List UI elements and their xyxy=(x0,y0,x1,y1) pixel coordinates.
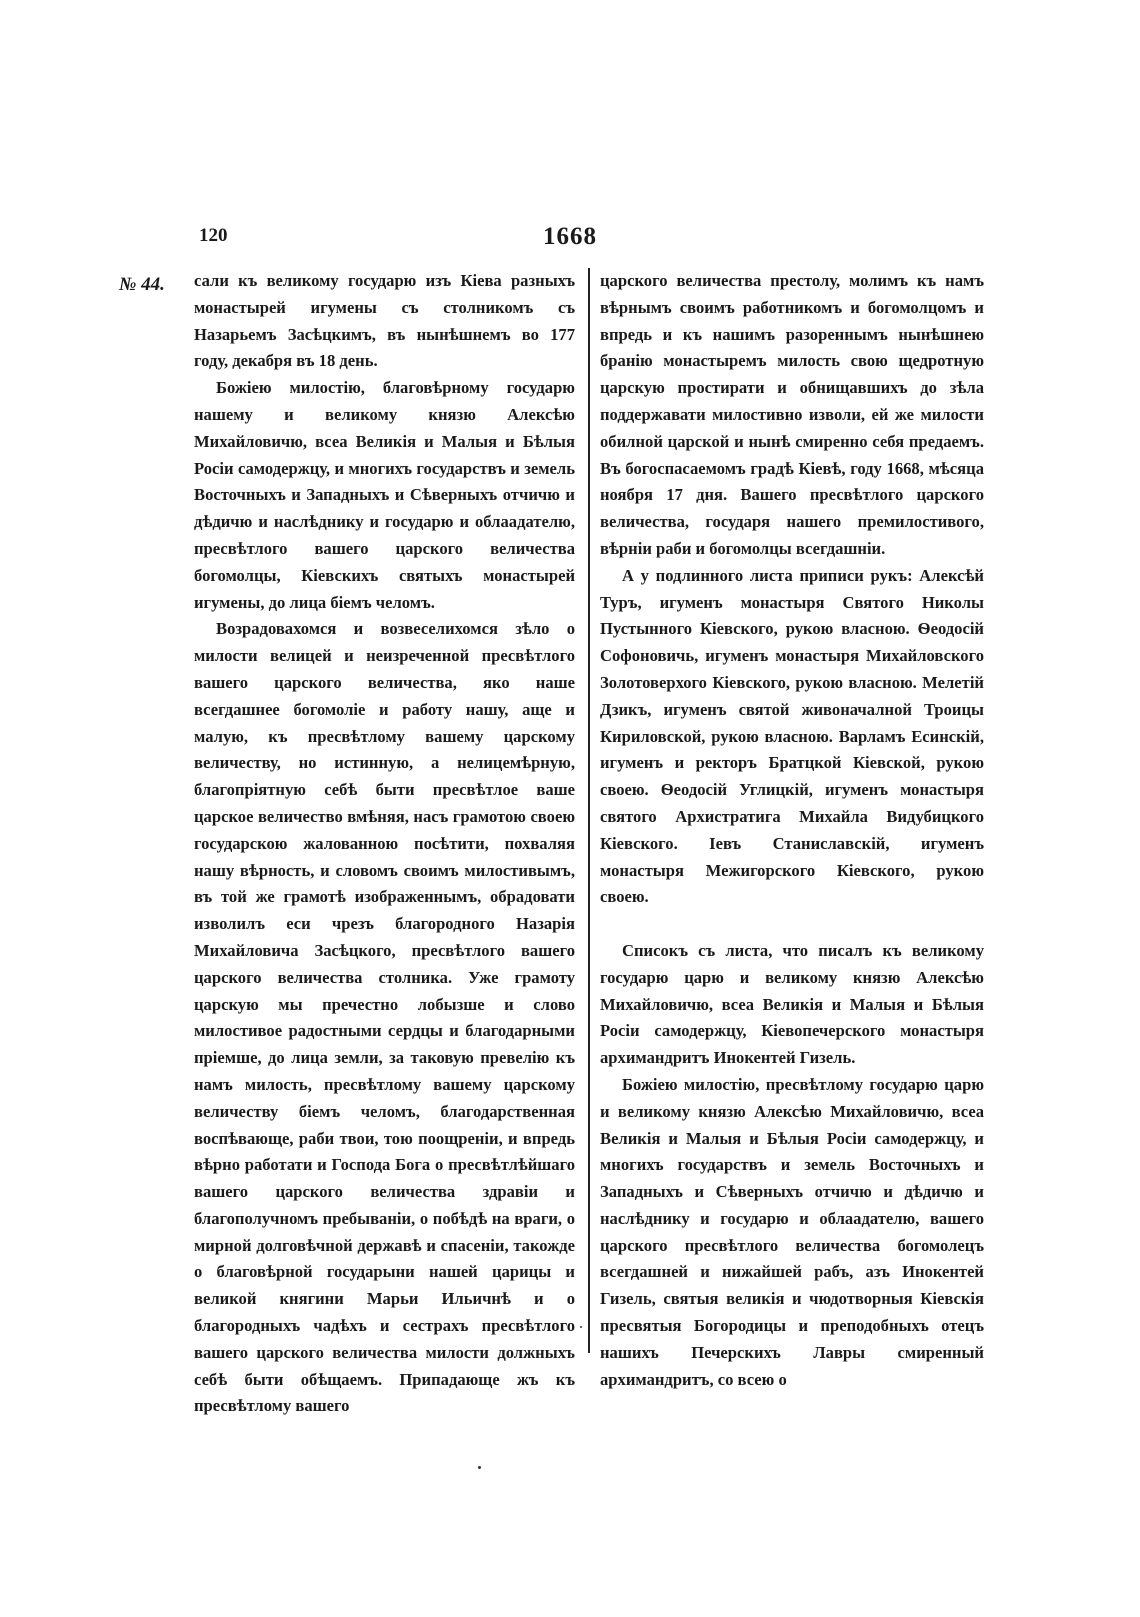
right-paragraph-1: царского величества престолу, молимъ къ намъ вѣрнымъ своимъ работникомъ и богомолцомъ и впредь и къ нашимъ разореннымъ нынѣшнею бранію монастыремъ милость свою щедротную царскую простирати и обнищавшихъ до зѣла поддержавати милостивно изволи, ей же милости обилной царской и нынѣ смиренно себя предаемъ. Въ богоспасаемомъ градѣ Кіевѣ, году 1668, мѣсяца ноября 17 дня. Вашего пресвѣтлого царского величества, государя нашего премилостивого, вѣрніи раби и богомолцы всегдашніи. xyxy=(600,271,984,558)
column-divider xyxy=(588,268,590,1353)
left-paragraph-1: сали къ великому государю изъ Кіева разныхъ монастырей игумены съ столникомъ съ Назарьемъ Засѣцкимъ, въ нынѣшнемъ во 177 году, декабря въ 18 день. xyxy=(194,271,575,371)
left-paragraph-3: Возрадовахомся и возвеселихомся зѣло о милости велицей и неизреченной пресвѣтлого вашего царского величества, яко наше всегдашнее богомоліе и работу нашу, аще и малую, къ пресвѣтлому вашему царскому величеству, но истинную, а нелицемѣрную, благопріятную себѣ быти пресвѣтлое ваше царское величество вмѣняя, насъ грамотою своею государскою жалованною посѣтити, похваляя нашу вѣрность, и словомъ своимъ милостивымъ, въ той же грамотѣ изображеннымъ, обрадовати изволилъ еси чрезъ благородного Назарія Михайловича Засѣцкого, пресвѣтлого вашего царского величества столника. Уже грамоту царскую мы пречестно лобызше и слово милостивое радостными сердцы и благодарными пріемше, до лица земли, за таковую превелію къ намъ милость, пресвѣтлому вашему царскому величеству біемъ челомъ, благодарственная воспѣвающе, раби твои, тою поощреніи, и впредь вѣрно работати и Господа Бога о пресвѣтлѣйшаго вашего царского величества здравіи и благополучномъ пребываніи, о побѣдѣ на враги, о мирной долговѣчной державѣ и спасеніи, такожде о благовѣрной государыни нашей царицы и великой княгини Марьи Ильичнѣ и о благородныхъ чадѣхъ и сестрахъ пресвѣтлого вашего царского величества милости должныхъ себѣ быти обѣщаемъ. Припадающе жъ къ пресвѣтлому вашего xyxy=(194,619,575,1416)
print-speck xyxy=(580,1326,582,1328)
year-heading: 1668 xyxy=(543,223,597,250)
document-number: № 44. xyxy=(119,274,165,295)
right-column xyxy=(600,268,984,1393)
left-column xyxy=(194,268,575,1420)
page-number: 120 xyxy=(199,225,228,246)
left-paragraph-2: Божіею милостію, благовѣрному государю нашему и великому князю Алексѣю Михайловичю, всеа Великія и Малыя и Бѣлыя Росіи самодержцу, и многихъ государствъ и земель Восточныхъ и Западныхъ и Сѣверныхъ отчичю и дѣдичю и наслѣднику и государю и облаадателю, пресвѣтлого вашего царского величества богомолцы, Кіевскихъ святыхъ монастырей игумены, до лица біемъ челомъ. xyxy=(194,378,575,612)
section-gap xyxy=(600,911,984,938)
print-speck xyxy=(478,1466,481,1469)
right-paragraph-2: А у подлинного листа приписи рукъ: Алексѣй Туръ, игуменъ монастыря Святого Николы Пустынного Кіевского, рукою власною. Ѳеодосій Софоновичь, игуменъ монастыря Михайловского Золотоверхого Кіевского, рукою власною. Мелетій Дзикъ, игуменъ святой живоначалной Троицы Кириловской, рукою власною. Варламъ Есинскій, игуменъ и ректоръ Братцкой Кіевской, рукою своею. Ѳеодосій Углицкій, игуменъ монастыря святого Архистратига Михайла Видубицкого Кіевского. Іевъ Станиславскій, игуменъ монастыря Межигорского Кіевского, рукою своею. xyxy=(600,565,984,907)
right-paragraph-4: Божіею милостію, пресвѣтлому государю царю и великому князю Алексѣю Михайловичю, всеа Великія и Малыя и Бѣлыя Росіи самодержцу, и многихъ государствъ и земель Восточныхъ и Западныхъ и Сѣверныхъ отчичю и дѣдичю и наслѣднику и государю и облаадателю, вашего царского пресвѣтлого величества богомолецъ всегдашней и нижайшей рабъ, азъ Инокентей Гизель, святыя великія и чюдотворныя Кіевскія пресвятыя Богородицы и преподобныхъ отецъ нашихъ Печерскихъ Лавры смиренный архимандритъ, со всею о xyxy=(600,1074,984,1389)
right-paragraph-3: Списокъ съ листа, что писалъ къ великому государю царю и великому князю Алексѣю Михайловичю, всеа Великія и Малыя и Бѣлыя Росіи самодержцу, Кіевопечерского монастыря архимандритъ Инокентей Гизель. xyxy=(600,940,984,1068)
